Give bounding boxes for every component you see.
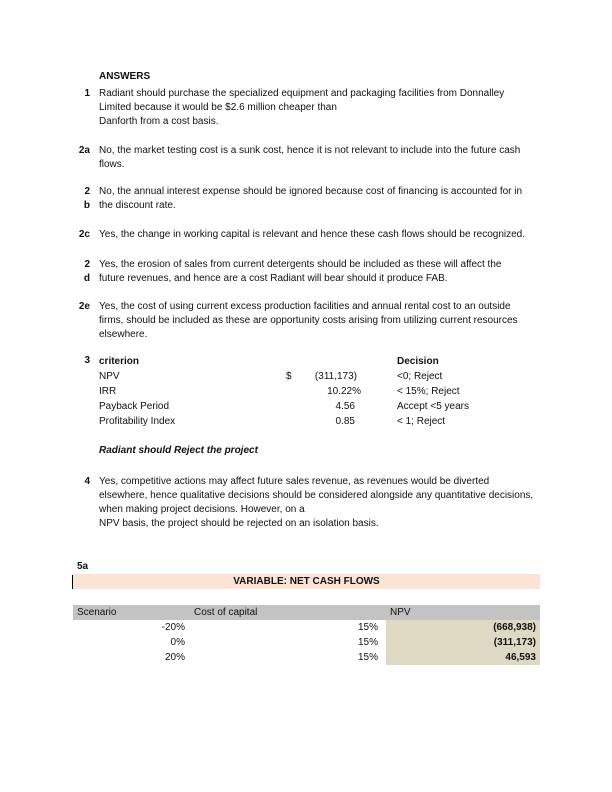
criterion-name: Payback Period	[99, 401, 170, 412]
currency-symbol: $	[286, 371, 292, 382]
npv-value: (668,938)	[493, 622, 536, 633]
q4-text	[99, 475, 539, 531]
criterion-value: (311,173)	[314, 371, 357, 382]
q2c-text	[99, 228, 539, 242]
criterion-decision: Accept <5 years	[397, 401, 469, 412]
q2e-line: Yes, the cost of using current excess production facilities and annual rental cost to an outside	[99, 301, 511, 312]
q1-number: 1	[84, 88, 90, 99]
q2d-number	[70, 258, 90, 286]
criterion-header: criterion	[99, 356, 140, 367]
answers-heading: ANSWERS	[99, 71, 151, 82]
cost-value: 15%	[357, 652, 378, 663]
q4-line: Yes, competitive actions may affect future sales revenue, as revenues would be diverted	[99, 476, 490, 487]
q2a-line: flows.	[99, 159, 125, 170]
q2d-line: Yes, the erosion of sales from current detergents should be included as these will affect the	[99, 259, 502, 270]
q4-line: elsewhere, hence qualitative decisions should be considered alongside any quantitative decisions,	[99, 490, 534, 501]
criterion-value: 4.56	[335, 401, 355, 412]
q4-line: when making project decisions. However, on a	[99, 504, 305, 515]
q1-line: Limited because it would be $2.6 million cheaper than	[99, 102, 337, 113]
criterion-row	[99, 384, 539, 399]
q2a-line: No, the market testing cost is a sunk cost, hence it is not relevant to include into the future cash	[99, 145, 521, 156]
q2d-text	[99, 258, 539, 286]
q2a-text	[99, 144, 539, 172]
scenario-row	[73, 635, 540, 650]
criterion-row	[99, 369, 539, 384]
cost-value: 15%	[357, 637, 378, 648]
variable-band-title: VARIABLE: NET CASH FLOWS	[73, 574, 540, 589]
q2b-text	[99, 185, 539, 213]
q2b-number-line: b	[83, 200, 90, 211]
q2e-text	[99, 300, 539, 342]
q2a-number: 2a	[78, 145, 90, 156]
npv-value: (311,173)	[493, 637, 536, 648]
criterion-decision: < 1; Reject	[397, 416, 446, 427]
criterion-decision: <0; Reject	[397, 371, 443, 382]
criterion-name: NPV	[99, 371, 120, 382]
decision-header: Decision	[397, 356, 439, 367]
q5a-number: 5a	[77, 561, 89, 572]
scenario-value: 0%	[170, 637, 185, 648]
q2e-line: firms, should be included as these are opportunity costs arising from utilizing current resources	[99, 315, 518, 326]
npv-value: 46,593	[505, 652, 536, 663]
cost-of-capital-header: Cost of capital	[194, 607, 258, 618]
scenario-row	[73, 650, 540, 665]
q3-conclusion: Radiant should Reject the project	[99, 445, 258, 456]
q1-line: Radiant should purchase the specialized equipment and packaging facilities from Donnalley	[99, 88, 505, 99]
q2d-number-line: d	[83, 273, 90, 284]
q1-line: Danforth from a cost basis.	[99, 116, 219, 127]
criterion-row	[99, 399, 539, 414]
q2d-line: future revenues, and hence are a cost Radiant will bear should it produce FAB.	[99, 273, 448, 284]
q4-number: 4	[84, 476, 90, 487]
scenario-value: -20%	[161, 622, 185, 633]
q2b-number	[70, 185, 90, 213]
criterion-value: 10.22%	[327, 386, 361, 397]
npv-header: NPV	[390, 607, 411, 618]
q2b-line: No, the annual interest expense should be ignored because cost of financing is accounted for in	[99, 186, 523, 197]
scenario-header-row	[73, 605, 540, 620]
q2d-number-line: 2	[84, 259, 90, 270]
q2b-number-line: 2	[84, 186, 90, 197]
scenario-value: 20%	[164, 652, 185, 663]
criterion-header-row	[99, 354, 539, 369]
scenario-header: Scenario	[77, 607, 117, 618]
q2e-line: elsewhere.	[99, 329, 148, 340]
q1-text	[99, 87, 539, 129]
criterion-name: Profitability Index	[99, 416, 176, 427]
cost-value: 15%	[357, 622, 378, 633]
q4-line: NPV basis, the project should be rejected on an isolation basis.	[99, 518, 379, 529]
q2b-line: the discount rate.	[99, 200, 176, 211]
criterion-decision: < 15%; Reject	[397, 386, 460, 397]
q2c-line: Yes, the change in working capital is relevant and hence these cash flows should be recognized.	[99, 229, 526, 240]
criterion-row	[99, 414, 539, 429]
q2c-number: 2c	[78, 229, 90, 240]
scenario-row	[73, 620, 540, 635]
q3-number: 3	[84, 355, 90, 366]
criterion-name: IRR	[99, 386, 117, 397]
q2e-number: 2e	[78, 301, 90, 312]
criterion-value: 0.85	[335, 416, 355, 427]
